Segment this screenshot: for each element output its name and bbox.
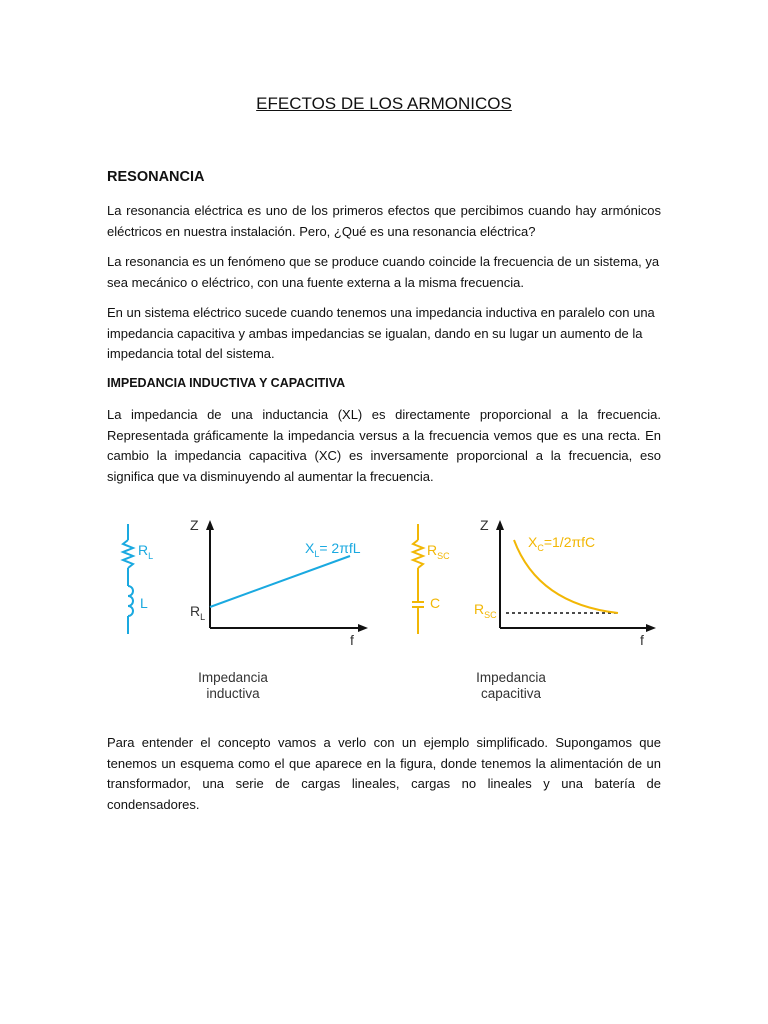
paragraph-1: La resonancia eléctrica es uno de los primeros efectos que percibimos cuando hay armónicos eléctricos en nuestra instalación. Pero, ¿Qué es una resonancia eléctrica? — [107, 203, 661, 239]
inductive-formula: $X_L= 2\pi fL$ — [305, 540, 361, 559]
capacitive-asymptote-label: $R_{SC}$ — [474, 601, 497, 620]
section-heading: RESONANCIA — [107, 169, 205, 185]
impedance-figure — [110, 510, 670, 710]
resistor-rsc-symbol — [413, 540, 423, 568]
capacitive-axis-f: f — [640, 632, 644, 648]
capacitive-impedance-curve — [514, 540, 618, 613]
inductive-caption-line2: inductiva — [206, 686, 260, 701]
paragraph-5: Para entender el concepto vamos a verlo con un ejemplo simplificado. Supongamos que tenemos un esquema como el que aparece en la figura, donde tenemos la alimentación de un transformador, una serie de cargas lineales, cargas no lineales y una batería de condensadores. — [107, 735, 661, 812]
resistor-rl-label: $R_L$ — [138, 542, 154, 561]
inductive-caption — [163, 670, 303, 702]
inductive-circuit — [123, 524, 133, 634]
inductor-symbol — [128, 586, 133, 616]
inductive-y-arrow — [206, 520, 214, 530]
inductor-label: L — [140, 595, 148, 611]
capacitive-formula: $X_C=1/2\pi fC$ — [528, 534, 596, 553]
inductive-axis-z: Z — [190, 517, 199, 533]
paragraph-4: La impedancia de una inductancia (XL) es directamente proporcional a la frecuencia. Representada gráficamente la impedancia versus a la frecuencia vemos que es una recta. En cambio la impedancia capacitiva (XC) es inversamente proporcional a la frecuencia, eso significa que va disminuyendo al aumentar la frecuencia. — [107, 407, 661, 484]
paragraph-2: La resonancia es un fenómeno que se produce cuando coincide la frecuencia de un sistema, ya sea mecánico o eléctrico, con una fuente externa a la misma frecuencia. — [107, 254, 660, 290]
capacitive-caption-line1: Impedancia — [476, 670, 546, 685]
inductive-caption-line1: Impedancia — [198, 670, 268, 685]
resistor-rl-symbol — [123, 540, 133, 568]
capacitive-y-arrow — [496, 520, 504, 530]
inductive-impedance-line — [210, 556, 350, 607]
capacitive-caption-line2: capacitiva — [480, 686, 542, 701]
capacitive-caption — [441, 670, 581, 702]
inductive-x-arrow — [358, 624, 368, 632]
paragraph-3: En un sistema eléctrico sucede cuando tenemos una impedancia inductiva en paralelo con una impedancia capacitiva y ambas impedancias se igualan, dando en su lugar un aumento de la impedancia total del sistema. — [107, 305, 655, 361]
inductive-intercept-label: $R_L$ — [190, 603, 206, 622]
subheading: IMPEDANCIA INDUCTIVA Y CAPACITIVA — [107, 376, 346, 390]
capacitive-circuit — [412, 524, 424, 634]
capacitive-axis-z: Z — [480, 517, 489, 533]
document-title: EFECTOS DE LOS ARMONICOS — [256, 94, 512, 113]
inductive-axis-f: f — [350, 632, 354, 648]
capacitive-x-arrow — [646, 624, 656, 632]
resistor-rsc-label: $R_{SC}$ — [427, 542, 450, 561]
capacitor-label: C — [430, 595, 441, 611]
